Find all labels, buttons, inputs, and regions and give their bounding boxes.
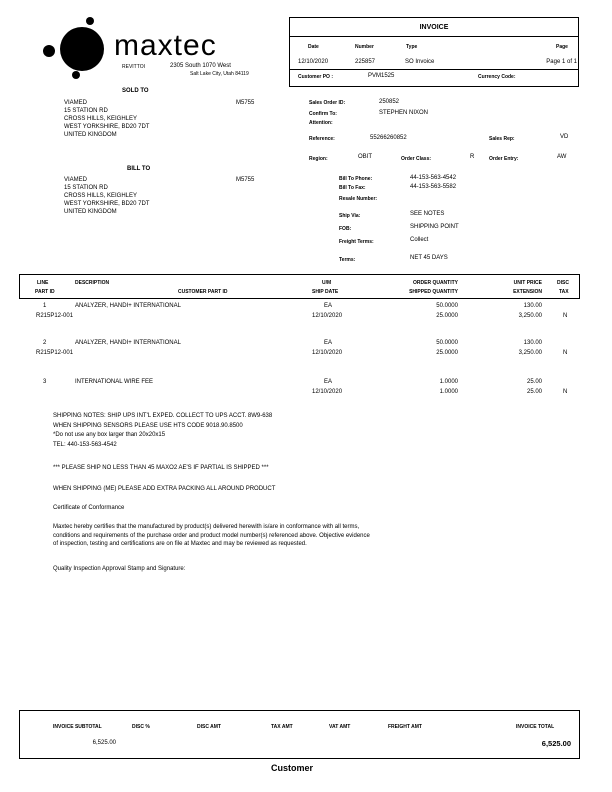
col-line: LINE (37, 280, 49, 286)
logo-dot-large (60, 27, 104, 71)
invoice-number: 225857 (355, 59, 376, 65)
table-row-2-extension: 3,250.00 (518, 350, 542, 356)
page-header: Page (556, 44, 568, 50)
customer-po: PVM1525 (368, 73, 395, 79)
table-row-3-order-qty: 1.0000 (439, 379, 458, 385)
table-row-1-extension: 3,250.00 (518, 313, 542, 319)
table-row-2-line: 2 (43, 340, 47, 346)
table-row-3-line: 3 (43, 379, 47, 385)
attention-label: Attention: (309, 120, 333, 126)
freight-label: Freight Terms: (339, 239, 374, 245)
type-header: Type (406, 44, 418, 50)
sold-to-code: M5755 (236, 100, 255, 106)
fob-label: FOB: (339, 226, 352, 232)
sold-to-address: VIAMED 15 STATION RD CROSS HILLS, KEIGHLEY WEST YORKSHIRE, BD20 7DT UNITED KINGDOM (64, 100, 150, 138)
table-row-1-tax: N (563, 313, 568, 319)
col-customer-part: CUSTOMER PART ID (178, 289, 228, 295)
totals-box (19, 710, 580, 759)
sales-order-label: Sales Order ID: (309, 100, 346, 106)
logo-dot-small (43, 45, 55, 57)
customer-po-label: Customer PO : (298, 74, 334, 80)
table-row-2-tax: N (563, 350, 568, 356)
disc-amt-label: DISC AMT (197, 724, 221, 730)
table-row-2-shipped-qty: 25.0000 (436, 350, 458, 356)
confirm-to-label: Confirm To: (309, 111, 337, 117)
company-address-1: 2305 South 1070 West (170, 63, 231, 69)
order-class-label: Order Class: (401, 156, 432, 162)
table-row-3-shipped-qty: 1.0000 (439, 389, 458, 395)
table-row-3-description: INTERNATIONAL WIRE FEE (75, 379, 154, 385)
shipping-notes: SHIPPING NOTES: SHIP UPS INT'L EXPED. COLLECT TO UPS ACCT. 8W9-638 WHEN SHIPPING SENSORS PLEASE USE HTS CODE 9018.90.8500 *Do not use any box larger than 20x20x15 TEL: 440-153-563-4542 (53, 413, 273, 448)
sold-to-title: SOLD TO (122, 88, 149, 94)
invoice-title: INVOICE (419, 24, 449, 31)
terms-label: Terms: (339, 257, 356, 263)
table-row-1-um: EA (324, 303, 333, 309)
resale-label: Resale Number: (339, 196, 378, 202)
number-header: Number (355, 44, 374, 50)
company-name: maxtec (114, 29, 217, 62)
order-class: R (470, 154, 475, 160)
table-row-1-line: 1 (43, 303, 47, 309)
bill-to-code: M5755 (236, 177, 255, 183)
table-row-2-unit-price: 130.00 (523, 340, 542, 346)
sales-rep-label: Sales Rep: (489, 136, 515, 142)
company-address-2: Salt Lake City, Utah 84119 (190, 71, 249, 77)
invoice-date: 12/10/2020 (298, 59, 329, 65)
table-row-2-order-qty: 50.0000 (436, 340, 458, 346)
col-shipped-qty: SHIPPED QUANTITY (409, 289, 458, 295)
col-tax: TAX (559, 289, 569, 295)
logo-dot-top (86, 17, 94, 25)
region: OBIT (358, 154, 373, 160)
reference: 55266260852 (370, 135, 407, 141)
packing-note: WHEN SHIPPING (ME) PLEASE ADD EXTRA PACKING ALL AROUND PRODUCT (53, 486, 276, 492)
region-label: Region: (309, 156, 328, 162)
table-row-1-description: ANALYZER, HANDI+ INTERNATIONAL (75, 303, 181, 309)
invoice-page: Page 1 of 1 (546, 59, 577, 65)
coc-text: Maxtec hereby certifies that the manufactured by product(s) delivered herewith is/are in conformance with all terms, conditions and requirements of the purchase order and product model number(s) referenced above. Objective evidence of inspection, testing and certifications are on file at Maxtec and may be reviewed as requested. (53, 524, 370, 547)
invoice-type: SO Invoice (405, 59, 435, 65)
table-row-2-ship-date: 12/10/2020 (312, 350, 343, 356)
confirm-to: STEPHEN NIXON (379, 110, 429, 116)
subtotal-value: 6,525.00 (92, 740, 116, 746)
bill-fax: 44-153-563-5582 (410, 184, 457, 190)
table-row-1-part-id: R215P12-001 (36, 313, 74, 319)
date-header: Date (308, 44, 319, 50)
line-items-header (19, 274, 580, 299)
disc-pct-label: DISC % (132, 724, 150, 730)
table-row-3-unit-price: 25.00 (526, 379, 542, 385)
sales-order: 250852 (379, 99, 400, 105)
col-ship-date: SHIP DATE (312, 289, 339, 295)
table-row-2-description: ANALYZER, HANDI+ INTERNATIONAL (75, 340, 181, 346)
table-row-1-shipped-qty: 25.0000 (436, 313, 458, 319)
ship-via: SEE NOTES (410, 211, 445, 217)
partial-shipment-note: *** PLEASE SHIP NO LESS THAN 45 MAXO2 AE'S IF PARTIAL IS SHIPPED *** (53, 465, 269, 471)
order-entry-label: Order Entry: (489, 156, 519, 162)
footer-copy-label: Customer (271, 763, 314, 773)
table-row-3-extension: 25.00 (526, 389, 542, 395)
bill-phone-label: Bill To Phone: (339, 176, 373, 182)
bill-phone: 44-153-563-4542 (410, 175, 457, 181)
col-um: U/M (322, 280, 332, 286)
terms: NET 45 DAYS (410, 255, 448, 261)
bill-fax-label: Bill To Fax: (339, 185, 366, 191)
tax-amt-label: TAX AMT (271, 724, 293, 730)
invoice-total-value: 6,525.00 (541, 739, 571, 748)
freight-amt-label: FREIGHT AMT (388, 724, 422, 730)
subtotal-label: INVOICE SUBTOTAL (53, 724, 102, 730)
table-row-2-part-id: R215P12-001 (36, 350, 74, 356)
col-disc: DISC (557, 280, 569, 286)
col-description: DESCRIPTION (75, 280, 110, 286)
coc-title: Certificate of Conformance (53, 505, 125, 511)
table-row-1-ship-date: 12/10/2020 (312, 313, 343, 319)
bill-to-address: VIAMED 15 STATION RD CROSS HILLS, KEIGHLEY WEST YORKSHIRE, BD20 7DT UNITED KINGDOM (64, 177, 150, 215)
table-row-1-order-qty: 50.0000 (436, 303, 458, 309)
col-part-id: PART ID (35, 289, 55, 295)
col-unit-price: UNIT PRICE (513, 280, 542, 286)
invoice-total-label: INVOICE TOTAL (516, 724, 555, 730)
vat-amt-label: VAT AMT (329, 724, 351, 730)
reference-label: Reference: (309, 136, 335, 142)
freight: Collect (410, 237, 429, 243)
table-row-3-ship-date: 12/10/2020 (312, 389, 343, 395)
order-entry: AW (557, 154, 567, 160)
table-row-3-tax: N (563, 389, 568, 395)
sales-rep: VD (560, 134, 569, 140)
table-row-2-um: EA (324, 340, 333, 346)
col-order-qty: ORDER QUANTITY (413, 280, 458, 286)
ship-via-label: Ship Via: (339, 213, 361, 219)
table-row-1-unit-price: 130.00 (523, 303, 542, 309)
table-row-3-um: EA (324, 379, 333, 385)
col-extension: EXTENSION (513, 289, 542, 295)
fob: SHIPPING POINT (410, 224, 459, 230)
currency-label: Currency Code: (478, 74, 516, 80)
logo-dot-bottom (72, 71, 80, 79)
bill-to-title: BILL TO (127, 166, 151, 172)
header-fragment: REVITTOI (122, 64, 145, 70)
quality-approval-note: Quality Inspection Approval Stamp and Signature: (53, 566, 186, 572)
